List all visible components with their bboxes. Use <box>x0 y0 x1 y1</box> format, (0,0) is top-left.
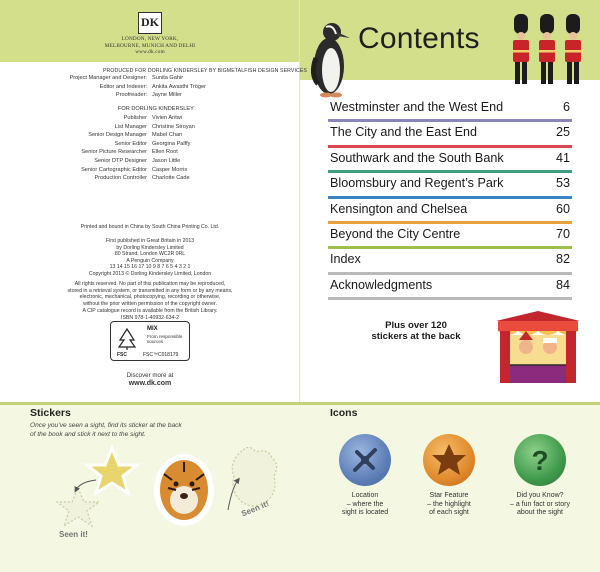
toc-entry-page: 60 <box>555 201 570 216</box>
credit-name: Casper Morris <box>152 166 188 173</box>
stickers-heading: Stickers <box>30 407 71 419</box>
toc-entry-page: 70 <box>555 226 570 241</box>
stickers-text-line: of the book and stick it next to the sight. <box>30 431 146 438</box>
caption-line: Did you Know? <box>516 492 564 499</box>
star-icon <box>423 434 475 486</box>
rights-line: without the prior written permission of the copyright owner. <box>83 300 217 307</box>
punch-and-judy-illustration <box>490 309 586 385</box>
star-feature-caption <box>409 492 489 518</box>
toc-entry-title: Kensington and Chelsea <box>330 201 468 216</box>
credit-name: Ellen Root <box>152 149 178 156</box>
toc-entry-page: 6 <box>562 100 570 114</box>
isbn: ISBN 978-1-40932-634-2 <box>121 314 179 321</box>
seen-it-label: Seen it! <box>59 530 88 539</box>
credit-name: Christine Stroyan <box>152 123 195 130</box>
cip-line: A CIP catalogue record is available from the British Library. <box>82 308 218 314</box>
publisher-line: MELBOURNE, MUNICH AND DELHI <box>104 42 196 49</box>
cip-block <box>30 308 270 321</box>
credit-role: Editor and Indexer: <box>99 83 147 90</box>
stickers-text-line: Once you’ve seen a sight, find its sticker at the back <box>30 422 182 429</box>
star-sticker-example <box>40 440 150 530</box>
printed-line: Printed and bound in China by South China Printing Co. Ltd. <box>80 224 220 230</box>
fsc-mix: MIX <box>147 326 158 332</box>
publisher-cities <box>60 36 240 56</box>
fsc-source-line: From responsible <box>147 334 183 339</box>
caption-line: – where the <box>346 500 384 508</box>
tiger-sticker-example <box>148 440 288 540</box>
rights-line: stored in a retrieval system, or transmitted in any form or by any means, <box>67 287 233 294</box>
icons-heading: Icons <box>330 407 358 419</box>
credit-role: Production Controller <box>94 175 147 182</box>
toc-entry[interactable] <box>328 148 572 173</box>
fsc-tree-icon <box>117 328 137 350</box>
location-caption <box>325 492 405 518</box>
caption-line: Star Feature <box>429 492 469 499</box>
did-you-know-icon <box>514 434 566 486</box>
stickers-note-line: Plus over 120 <box>385 320 447 331</box>
credit-name: Mabel Chan <box>152 132 183 139</box>
fsc-logo <box>110 321 190 361</box>
toc-entry-page: 53 <box>555 176 570 191</box>
credit-name: Sunita Gahir <box>152 75 184 81</box>
discover-url[interactable]: www.dk.com <box>128 380 172 387</box>
toc-entry-title: Bloomsbury and Regent’s Park <box>330 176 504 191</box>
toc-entry-title: Beyond the City Centre <box>330 226 461 241</box>
stickers-note <box>356 320 476 343</box>
toc-entry-title: Index <box>330 252 361 267</box>
credit-name: Jayne Miller <box>152 92 182 99</box>
credit-name: Georgina Palffy <box>152 140 191 147</box>
caption-line: about the sight <box>517 509 563 517</box>
toc-entry-page: 41 <box>555 150 570 165</box>
penguin-illustration <box>306 18 352 98</box>
fsc-sources <box>147 334 183 345</box>
first-published-line: 80 Strand, London WC2R 0RL <box>114 251 186 258</box>
fsc-label: FSC <box>117 352 127 358</box>
did-you-know-caption <box>500 492 580 518</box>
toc-entry[interactable] <box>328 199 572 224</box>
star-outline-icon <box>57 488 99 526</box>
toc-entry-page: 84 <box>555 277 570 292</box>
toc-entry-title: Southwark and the South Bank <box>330 150 504 165</box>
printing-numbers: 13 14 15 16 17 10 9 8 7 6 5 4 3 2 1 <box>109 264 191 271</box>
toc-entry[interactable] <box>328 97 572 122</box>
first-published-line: by Dorling Kindersley Limited <box>116 244 184 251</box>
toc-entry[interactable] <box>328 122 572 147</box>
credit-role: List Manager <box>114 123 147 130</box>
toc-entry-title: Acknowledgments <box>330 277 433 292</box>
seen-it-label: Seen it! <box>240 499 271 519</box>
toc-entry[interactable] <box>328 275 572 300</box>
credit-name: Jason Little <box>152 158 181 164</box>
svg-text:?: ? <box>531 445 549 476</box>
rights-line: electronic, mechanical, photocopying, recording or otherwise, <box>79 294 221 301</box>
rights-line: All rights reserved. No part of this publication may be reproduced, <box>74 281 226 287</box>
toc-entry[interactable] <box>328 224 572 249</box>
first-published-line: First published in Great Britain in 2013 <box>105 238 195 244</box>
credit-name: Charlotte Cade <box>152 175 190 182</box>
credit-role: Senior Picture Researcher <box>81 149 147 156</box>
caption-line: – a fun fact or story <box>510 500 570 508</box>
toc-entry[interactable] <box>328 249 572 274</box>
credit-role: Senior Editor <box>114 140 147 147</box>
location-pin-icon <box>339 434 391 486</box>
caption-line: of each sight <box>429 509 469 517</box>
page-spine <box>299 0 300 402</box>
for-dk-heading: FOR DORLING KINDERSLEY <box>118 106 194 112</box>
credit-name: Ankita Awasthi Tröger <box>152 83 206 90</box>
credit-role: Senior DTP Designer <box>94 158 147 164</box>
credit-role: Senior Design Manager <box>88 132 147 139</box>
location-icon <box>339 434 391 486</box>
tiger-outline-icon <box>232 447 276 506</box>
publisher-line: LONDON, NEW YORK, <box>121 36 179 42</box>
caption-line: Location <box>351 492 379 499</box>
toc-entry-title: The City and the East End <box>330 125 478 140</box>
toc-entry-title: Westminster and the West End <box>330 100 504 114</box>
credit-name: Vivien Antwi <box>152 115 183 121</box>
copyright-line: Copyright 2013 © Dorling Kindersley Limited, London <box>88 270 212 277</box>
first-published-block <box>30 238 270 278</box>
fsc-source-line: sources <box>147 339 164 345</box>
stickers-text <box>30 421 200 439</box>
stickers-note-line: stickers at the back <box>371 331 461 343</box>
toc-entry-page: 25 <box>555 125 570 140</box>
star-feature-icon <box>423 434 475 486</box>
question-mark-icon <box>514 434 566 486</box>
toc-entry[interactable] <box>328 173 572 198</box>
caption-line: sight is located <box>341 509 389 517</box>
toc-entry-page: 82 <box>555 252 570 267</box>
produced-by: PRODUCED FOR DORLING KINDERSLEY BY BIGMETALFISH DESIGN SERVICES <box>103 68 307 74</box>
rights-block <box>30 281 270 307</box>
star-sticker-icon <box>87 448 137 493</box>
caption-line: – the highlight <box>427 500 471 508</box>
first-published-line: A Penguin Company <box>126 257 174 264</box>
dk-logo: DK <box>138 12 162 34</box>
guards-illustration <box>510 14 590 86</box>
discover-more <box>110 372 190 388</box>
credit-role: Publisher <box>123 115 147 121</box>
credit-role: Proofreader: <box>115 92 147 99</box>
fsc-code: FSC™C018179 <box>143 352 179 358</box>
credit-role: Project Manager and Designer: <box>69 75 147 81</box>
credit-role: Senior Cartographic Editor <box>81 166 147 173</box>
publisher-url: www.dk.com <box>135 49 165 56</box>
page-title: Contents <box>358 22 480 55</box>
table-of-contents <box>328 97 572 300</box>
bottom-panel-rule <box>0 402 600 405</box>
discover-text: Discover more at <box>126 372 174 379</box>
